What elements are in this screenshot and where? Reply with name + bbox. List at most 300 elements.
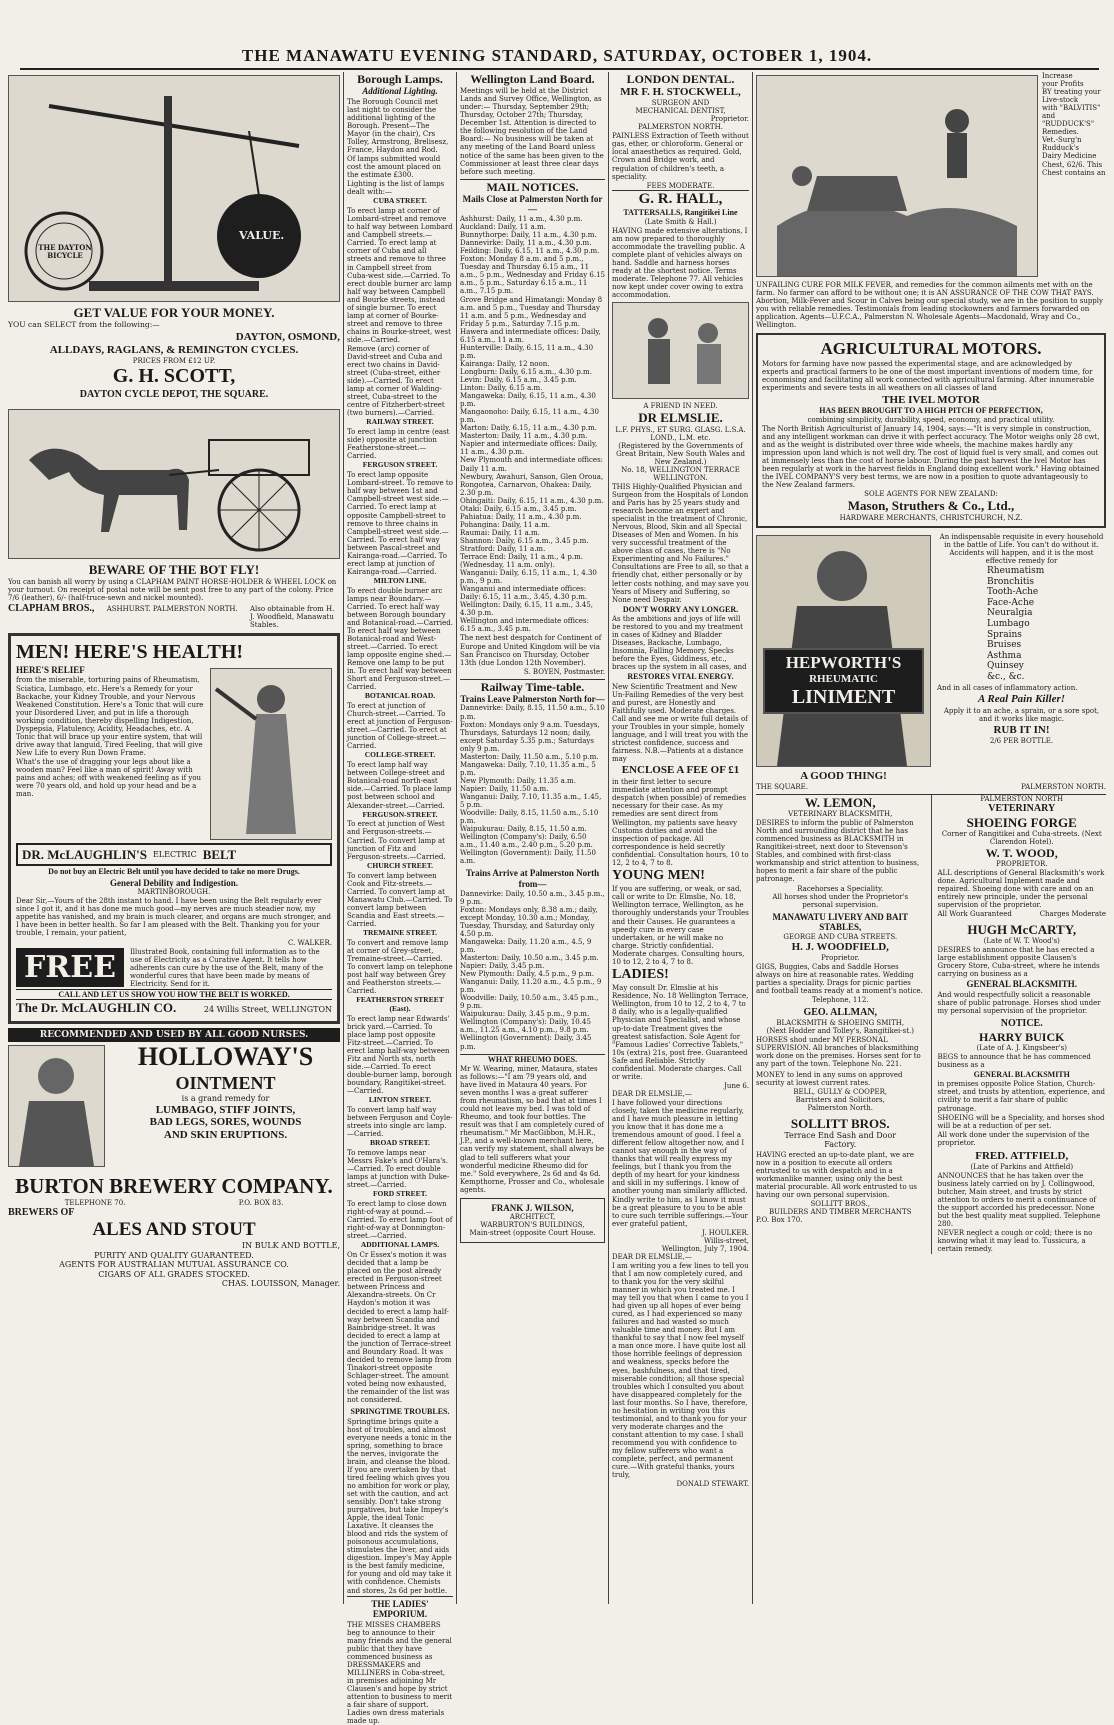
burton-ales: ALES AND STOUT (92, 1218, 256, 1240)
belt-name: DR. McLAUGHLIN'S (22, 846, 147, 862)
hall-line: TATTERSALLS, Rangitikei Line (623, 208, 738, 218)
ladies-emporium-body: THE MISSES CHAMBERS beg to announce to their many friends and the general public that they have commenced business as DRESSMAKERS and MILLINERS in Coba-street, in premises adjoining Mr Clausen's and hope by strict attention to business to merit a fair share of support. Ladies own dress materials made up. (347, 1620, 453, 1725)
railway-title: Railway Time-table. (460, 679, 605, 694)
mclaughlin-body-2: What's the use of dragging your legs about like a wooden man? Feel like a man of spirit! Away with pains and aches; off with weakened feeling as if you were 70 years old, and hold up your head and be a man. (16, 757, 202, 799)
lamp-list (347, 197, 453, 1404)
dentist-role: Proprietor. (710, 115, 749, 124)
mclaughlin-signed: C. WALKER. (288, 938, 332, 947)
mail-entry: Longburn: Daily, 6.15 a.m., 4.30 p.m. (460, 367, 592, 376)
train-leave-entry: Wellington (Government): Daily, 11.50 a.m. (460, 849, 596, 866)
holloway-advert (8, 1042, 340, 1170)
mail-entry: Feilding: Daily, 6.15, 11 a.m., 4.30 p.m. (460, 247, 600, 256)
masthead-rule (20, 68, 1099, 70)
lemon-body: DESIRES to inform the public of Palmerston North and surrounding district that he has commenced business as BLACKSMITH in Rangitikei-street, next door to Stevenson's Stables, and combined with first-class workmanship and strict attention to business, hopes to merit a fair share of the public patronage. (756, 819, 920, 884)
holloway-ailments-1: LUMBAGO, STIFF JOINTS, (155, 1103, 296, 1116)
profits-line: Dairy Medicine (1042, 152, 1097, 161)
elmslie-reg: (Registered by the Governments of Great Britain, New South Wales and New Zealand.) (616, 441, 745, 466)
lamp-street-heading: LINTON STREET. (368, 1095, 432, 1105)
land-board-body: Meetings will be held at the District Lands and Survey Office, Wellington, as under:— Thursday, September 29th; Thursday, October 27th; Thursday, December 1st. Attention is directed to the following resolution of the Land Board:— No business will be taken at any meeting of the Land Board unless notice of the same has been given to the Commissioner at least three clear days before such meeting. (460, 87, 604, 176)
buick-body-2: in premises opposite Police Station, Church-street, and trusts by attention, experience, and civility to merit a fair share of public patronage. (937, 1080, 1106, 1113)
ailment-item: Neuralgia (987, 608, 1033, 619)
wilson-addr-1: WARBURTON'S BUILDINGS, (480, 1221, 585, 1230)
restores-body: New Scientific Treatment and New Un-Failing Remedies of the very best and purest, are Honestly and Faithfully used. Moderate charges. Call and see me or write full details of your Troubles in your simple, homely language, and I will treat you with the strictest confidence, success and fairness. N.B.—Patients at a distance may (612, 682, 749, 764)
elmslie-addr: No. 18, WELLINGTON TERRACE WELLINGTON. (621, 465, 740, 482)
lamp-street-text: To erect lamp in centre (east side) opposite at junction Featherstone-street.—Carried. (347, 428, 450, 461)
borough-intro: The Borough Council met last night to consider the additional lighting of the Borough. Present—The Mayor (in the chair), Crs Tolley, Armstrong, Brelisesz, France, Haydon and Rod. (347, 97, 449, 155)
woodfield: H. J. WOODFIELD, (791, 940, 889, 953)
lamp-street-heading: TREMAINE STREET. (362, 927, 438, 937)
wood-role: PROPRIETOR. (996, 860, 1048, 869)
young-men-body: If you are suffering, or weak, or sad, call or write to Dr. Elmslie, No. 18, Wellington terrace, Wellington, as he thoroughly understands your Troubles and their Causes. He guarantees a speedy cure in every case undertaken, or he will make no charge. Strictly confidential. Moderate charges. Consulting hours, 10 to 12, 2 to 4, 7 to 8. (612, 885, 749, 966)
letter-signed: J. HOULKER. (702, 1228, 749, 1237)
call-line: CALL AND LET US SHOW YOU HOW THE BELT IS WORKED. (16, 989, 332, 1000)
train-arrive-entry: Waipukurau: Daily, 3.45 p.m., 9 p.m. (460, 1010, 590, 1019)
lamp-street-text: To erect at junction of West and Ferguson-streets.—Carried. To convert lamp at junction of Fitz and Ferguson-streets.—Carried. (347, 820, 446, 861)
wilson-title: ARCHITECT, (509, 1213, 556, 1222)
ailment-item: Quinsey (987, 661, 1024, 672)
restores: RESTORES VITAL ENERGY. (627, 672, 734, 682)
sollitt-sub: Terrace End Sash and Door (784, 1130, 897, 1140)
train-arrive-entry: Dannevirke: Daily, 10.50 a.m., 3.45 p.m., 9 p.m. (460, 889, 605, 906)
clapham-name: CLAPHAM BROS., (8, 603, 95, 615)
mail-entry: Kairanga: Daily, 12 noon. (460, 359, 550, 368)
lamp-street-text: To erect lamp to close down right-of-way at pound.—Carried. To erect lamp foot of right-of-way at Donnington-street.—Carried. (347, 1200, 453, 1241)
scales-icon (9, 76, 339, 301)
letter-2-signed: DONALD STEWART. (676, 1480, 749, 1489)
lemon-name: W. LEMON, (804, 794, 876, 810)
ivel-sub: HAS BEEN BROUGHT TO A HIGH PITCH OF PERFECTION, (819, 406, 1043, 416)
column-1 (8, 72, 340, 1604)
buick-name: HARRY BUICK (979, 1029, 1065, 1044)
dental-body: PAINLESS Extraction of Teeth without gas, ether, or chloroform. General or local anaesthetics as required. Gold, Crown and Bridge work, and regulation of children's teeth, a speciality. (612, 132, 749, 181)
value-label: VALUE. (239, 229, 285, 242)
motors-title: AGRICULTURAL MOTORS. (820, 339, 1042, 359)
train-arrive-entry: Wellington (Government): Daily, 3.45 p.m. (460, 1034, 592, 1051)
lamp-street-text: To erect double burner arc lamps near Boundary.—Carried. To erect half way between Borough boundary and Botanical-road.—Carried. To erect half way between Botanical-road and West-street.—Carried. To erect lamp opposite engine shed.—Remove one lamp to be put in. To erect half way between Short and Ferguson-street.—Carried. (347, 586, 453, 692)
belt-banner (16, 843, 332, 866)
borough-lamps-subtitle: Additional Lighting. (362, 86, 438, 97)
belt-word: BELT (202, 846, 237, 862)
doctor-patient-icon (613, 303, 748, 398)
mail-entry: Ohingaiti: Daily, 6.15, 11 a.m., 4.30 p.m. (460, 496, 604, 505)
train-arrive-entry: Napier: Daily, 3.45 p.m. (460, 962, 545, 971)
letter-2-salute: DEAR DR ELMSLIE,— (612, 1252, 692, 1261)
allman-title: BLACKSMITH & SHOEING SMITH, (776, 1018, 905, 1027)
rheumo-title: WHAT RHEUMO DOES. (460, 1054, 605, 1064)
lamp-street-text: Remove (arc) corner of David-street and Cuba and erect two chains in David-street (Cuba-street, either side).—Carried. To erect lamp at corner of Walding-street, Cuba-street to the centre of Fitzherbert-street (two burners).—Carried. (347, 344, 445, 418)
mason-sub: HARDWARE MERCHANTS, CHRISTCHURCH, N.Z. (839, 513, 1023, 522)
dayton-intro: YOU can SELECT from the following:— (8, 320, 160, 330)
mail-entry: Marton: Daily, 6.15, 11 a.m., 4.30 p.m. (460, 424, 597, 433)
shoeing-vet: VETERINARY (988, 802, 1056, 814)
attfield-end: NEVER neglect a cough or cold; there is no knowing what it may lead to. Tussicura, a certain remedy. (937, 1229, 1093, 1254)
lamp-street-text: To erect lamp opposite Lombard-street. To remove to half way between 1st and Campbell-street west side.—Carried. To erect lamp at opposite Campbell-street to remove to three chains in Campbell-street west side.—Carried. To erect half way between Pascal-street and Kairanga-road.—Carried. To erect lamp at junction of Kairanga-road.—Carried. (347, 471, 453, 576)
ailment-item: &c., &c. (987, 672, 1025, 683)
ailment-item: Face-Ache (987, 597, 1035, 608)
profits-line: your Profits (1042, 80, 1084, 89)
mclaughlin-company: The Dr. McLAUGHLIN CO. (16, 1000, 177, 1016)
column-divider (456, 72, 457, 1604)
train-arrive-entry: Wanganui: Daily, 11.20 a.m., 4.5 p.m., 9 p.m. (460, 978, 602, 995)
mail-entry: Linton: Daily, 6.15 a.m. (460, 384, 543, 393)
train-leave-entry: Woodville: Daily, 8.15, 11.50 a.m., 5.10 p.m. (460, 809, 599, 826)
profits-sidebar (1042, 72, 1106, 280)
mail-entry: Foxton: Monday 8 a.m. and 5 p.m., Tuesday and Thursday 6.15 a.m., 11 a.m., 5 p.m., Wednesday and Friday 6.15 a.m., 5 p.m., Saturday 6.15 a.m., 11 a.m., 7.15 p.m. (460, 255, 605, 296)
train-leave-entry: Wellington (Company's): Daily, 6.50 a.m., 11.40 a.m., 2.40 p.m., 5.20 p.m. (460, 833, 593, 850)
burton-bulk: IN BULK AND BOTTLE, (242, 1241, 340, 1251)
lamp-street-heading: COLLEGE-STREET. (364, 750, 436, 760)
mail-entry: Shannon: Daily, 6.15 a.m., 3.45 p.m. (460, 536, 589, 545)
ladies-body: May consult Dr. Elmslie at his Residence, No. 18 Wellington Terrace, Wellington, from 10 to 12, 2 to 4, 7 to 8 daily, who is a legally-qualified Physician and Specialist, and whose up-to-date Treatment gives the greatest satisfaction. Sole Agent for "Famous Ladies' Corrective Tablets," 10s (extra) 21s, post free. Guaranteed Safe and Reliable. Strictly confidential. Moderate charges. Call or write. (612, 984, 749, 1081)
mccarty-body: DESIRES to announce that he has erected a large establishment opposite Clausen's Grocery Store, Cuba-street, where he intends carrying on business as a (937, 945, 1100, 979)
mail-entry: Wanganui: Daily, 6.15, 11 a.m., 1, 4.30 p.m., 9 p.m. (460, 569, 597, 586)
profits-line: Live-stock (1042, 96, 1079, 105)
mail-notices-title: MAIL NOTICES. (460, 179, 605, 194)
mails-close-heading: Mails Close at Palmerston North for— (462, 193, 603, 215)
mail-entry: Ashhurst: Daily, 11 a.m., 4.30 p.m. (460, 215, 583, 224)
land-board-title: Wellington Land Board. (470, 72, 595, 86)
burton-purity: PURITY AND QUALITY GUARANTEED. (94, 1250, 254, 1260)
notice: NOTICE. (1000, 1017, 1043, 1029)
train-arrive-entry: Foxton: Mondays only, 8.38 a.m.; daily, except Monday, 10.30 a.m.; Monday, Tuesday, Thursday, and Saturday only 4.50 p.m. (460, 905, 598, 938)
figure-icon (211, 669, 331, 839)
borough-para-2: Of lamps submitted would cost the amount placed on the estimate £300. (347, 155, 441, 180)
borough-lamps-title: Borough Lamps. (357, 72, 443, 86)
clapham-addr: ASHHURST. PALMERSTON NORTH. (106, 605, 238, 614)
elmslie-name: DR ELMSLIE. (638, 410, 723, 426)
dont-worry: DON'T WORRY ANY LONGER. (622, 604, 739, 614)
train-arrive-entry: Mangaweka: Daily, 11.20 a.m., 4.5, 9 p.m. (460, 937, 592, 954)
ivel-sub-2: combining simplicity, durability, speed, economy, and practical utility. (807, 415, 1055, 424)
hall-body: HAVING made extensive alterations, I am now prepared to thoroughly accommodate the travelling public. A complete plant of vehicles always on hand. Saddle and harness horses ready at the shortest notice. Terms moderate. Telephone 77. All vehicles now kept under cover owing to extra accommodation. (612, 226, 748, 300)
ailment-item: Asthma (987, 650, 1022, 661)
hepworth-advert (756, 532, 1106, 783)
ivel-body: The North British Agriculturist of January 14, 1904, says:—"It is very simple in construction, and any intelligent workman can drive it with perfect accuracy. The Motor weighs only 28 cwt, and as the weight is distributed over three wide wheels, the machine makes hardly any impression upon land which is not well dry. The cost of liquid fuel is very small, and comes out at immensely less than the cost of horse labour. During the past harvest the Ivel Motor has been regularly at work in the harvest fields in England doing excellent work." Having obtained the IVEL COMPANY'S very best terms, we are now in a position to quote advantageously to the New Zealand farmers. (762, 424, 1100, 490)
mail-entry: Newbury, Awahuri, Sanson, Glen Oroua, Rongotea, Carnarvon, Ohakea: Daily, 2.30 p.m. (460, 472, 604, 497)
profits-line: Increase (1042, 72, 1073, 80)
shoeing-town: PALMERSTON NORTH (980, 794, 1064, 803)
profits-line: Vet.-Surg'n (1042, 136, 1082, 145)
springtime-body: Springtime brings quite a host of troubles, and almost everyone needs a tonic in the spring, something to brace the nerves, invigorate the brain, and cleanse the blood. If you are overtaken by that tired feeling which gives you no ambition for work or play, set with the caution, and act sensibly. Don't take strong purgatives, but take Impey's Apple, the ideal Tonic Laxative. It cleanses the blood and rids the system of poisonous accumulations, stimulates the liver, and aids digestion. Impey's May Apple is the best family medicine, for young and old may take it with confidence. Chemists and stores, 2s 6d per bottle. (347, 1417, 452, 1595)
milk-fever-body: UNFAILING CURE FOR MILK FEVER, and remedies for the common ailments met with on the farm. No farmer can afford to be without one; it is AN ASSURANCE OF THE COW THAT PAYS. Abortion, Milk-Fever and Scour in Calves being our special study, we are in the position to supply you with reliable remedies. Testimonials from leading stockowners and farmers forwarded on application. Agents—U.F.C.A., Palmerston N. Wholesale Agents—Macdonald, Wray and Co., Wellington. (756, 281, 1103, 330)
dentist-title-1: SURGEON AND (651, 99, 710, 108)
mccarty-trade: GENERAL BLACKSMITH. (966, 979, 1078, 990)
inflammatory: And in all cases of inflammatory action. (937, 683, 1078, 692)
column-3 (460, 72, 605, 1604)
hall-late: (Late Smith & Hall.) (644, 217, 717, 226)
mail-footer: The next best despatch for Continent of Europe and United Kingdom will be via San Francisco on Thursday, October 13th (due London 12th November). (460, 634, 602, 667)
lamp-street-heading: FERGUSON STREET. (362, 460, 438, 470)
rheumo-body: Mr W. Wearing, miner, Mataura, states as follows:—"I am 79 years old, and have lived in Mataura 40 years. For seven months I was a great sufferer from rheumatism, so bad that at times I could not leave my bed. I was told of Rheumo, and took four bottles. The result was that I am completely cured of rheumatism." Mr MacGibbon, M.H.R., J.P., and a well-known merchant here, can verify my statement, shall always be glad to tell sufferers what your wonderful medicine Rheumo did for me." Sold everywhere, 2s 6d and 4s 6d. Kempthorne, Prosser and Co., wholesale agents. (460, 1065, 605, 1194)
wood-guaranteed: All Work Guaranteed (937, 910, 1012, 919)
lamp-street-heading: BROAD STREET. (370, 1138, 430, 1148)
buick-note: All work done under the supervision of the proprietor. (937, 1130, 1090, 1147)
holloway-remedy: is a grand remedy for (181, 1094, 270, 1104)
clapham-body: You can banish all worry by using a CLAPHAM PAINT HORSE-HOLDER & WHEEL LOCK on your turnout. On receipt of postal note will be sent post free to any part of the colony. Price 7/6 (leather), 6/- (half-truce-sewn and nickel mounted). (8, 577, 337, 603)
burton-box: P.O. BOX 83. (238, 1198, 284, 1207)
mail-entry: Masterton: Daily, 11 a.m., 4.30 p.m. (460, 432, 588, 441)
lamp-street-text: To remove lamps near Messrs Fake's and O'Hara's.—Carried. To erect double lamps at junction with Duke-street.—Carried. (347, 1149, 450, 1190)
burton-brewers: BREWERS OF (8, 1206, 75, 1218)
newspaper-title: THE MANAWATU EVENING STANDARD, SATURDAY, OCTOBER 1, 1904. (241, 46, 873, 65)
lemon-speciality: Racehorses a Speciality. (797, 884, 884, 893)
money-firm: BELL, GULLY & COOPER, (793, 1088, 888, 1097)
mail-entry: Levin: Daily, 6.15 a.m., 3.45 p.m. (460, 375, 577, 384)
sollitt-sub-2: Factory. (824, 1140, 857, 1150)
lamp-street-text: To erect at junction of Church-street.—Carried. To erect at junction of Ferguson-street.—Carried. To erect at junction of College-street.—Carried. (347, 702, 453, 751)
train-leave-entry: Foxton: Mondays only 9 a.m. Tuesdays, Thursdays, Saturdays 12 noon; daily, except Saturday 5.35 p.m.; Saturdays only 9 p.m. (460, 720, 600, 753)
mail-entry: Hunterville: Daily, 6.15, 11 a.m., 4.30 p.m. (460, 343, 594, 360)
debility-place: MARTINBOROUGH. (137, 888, 211, 897)
letter-body: I have followed your directions closely, taken the medicine regularly, and I have much pleasure in letting you know that it has done me a tremendous amount of good. I feel a different fellow altogether now, and I cannot say enough in the way of thanks that will really express my feelings, but I thank you from the depth of my heart for your kindness and skill in my sufferings. I know of another young man similarly afflicted. Kindly write to him, as I know it must be a great pleasure to you to be able to cure such terrible sufferings.—Your ever grateful patient, (612, 1098, 748, 1228)
mail-entry: Raumai: Daily, 11 a.m. (460, 528, 540, 537)
lamp-street-text: To erect lamp at corner of Lombard-street and remove to half way between Lombard and Campbell streets.—Carried. To erect lamp at corner of Cuba and all streets and remove to three in Campbell street from Cuba-west side.—Carried. To erect double burner arc lamp half way between Campbell and Bourke streets, instead of single burner. To erect lamp at corner of Bourke-street and remove to three chains in Bourke-street, west side.—Carried. (347, 207, 453, 344)
column-4 (612, 72, 749, 1604)
rub-it-in: RUB IT IN! (993, 723, 1050, 736)
buick-trade: GENERAL BLACKSMITH (973, 1069, 1070, 1079)
column-2 (347, 72, 453, 1725)
mail-entry: Wellington: Daily, 6.15, 11 a.m., 3.45, 4.30 p.m. (460, 601, 594, 618)
letter-2-place: Willis-street, (703, 1236, 749, 1245)
mclaughlin-body: from the miserable, torturing pains of Rheumatism, Sciatica, Lumbago, etc. Here's a Remedy for your Backache, your Kidney Trouble, and your Nervous Weakened Constitution. Here's a Tonic that will cure your Disordered Liver, and put in life a thorough working condition, thereby dispelling Indigestion, Dyspepsia, Flatulency, Acidity, Headaches, etc. A Tonic that will brace up your entire system, that will drive away that languid, Tired Feeling, that will give New Life to every Run Down Frame. (16, 676, 204, 757)
friend-in-need-illustration (612, 302, 749, 399)
train-leave-entry: Mangaweka: Daily, 7.10, 11.35 a.m., 5 p.m. (460, 760, 596, 777)
mail-entry: Otaki: Daily, 6.15 a.m., 3.45 p.m. (460, 504, 577, 513)
mail-entry: Mangaonoho: Daily, 6.15, 11 a.m., 4.30 p.m. (460, 408, 599, 425)
burton-name: BURTON BREWERY COMPANY. (15, 1174, 333, 1199)
wilson-name: FRANK J. WILSON, (491, 1202, 574, 1213)
profits-line: and "RUDDUCK'S" (1042, 112, 1095, 129)
letter-2-body: I am writing you a few lines to tell you that I am now completely cured, and to thank you for the very skilful manner in which you treated me. I may tell you that when I came to you I had given up all hopes of ever being cured, as I had experienced so many failures and had wasted so much valuable time and money. But I am thankful to say that I now feel myself a man once more. I have quite lost all those horrible feelings of depression and weakness, specks before the eyes, bashfulness, and that tired, miserable condition; all those special troubles which I consulted you about have disappeared completely for the last four months. So I have, therefore, no hesitation in writing you this testimonial, and to thank you for your very moderate charges and the constant attention to my case. I shall recommend you with confidence to my fellow sufferers who want a complete, perfect, and permanent cure.—With grateful thanks, yours truly, (612, 1261, 749, 1480)
nurse-illustration (8, 1045, 105, 1167)
ailment-list (937, 566, 1106, 683)
train-leave-entry: Waipukurau: Daily, 8.15, 11.50 a.m. (460, 825, 587, 834)
train-arrive-entry: New Plymouth: Daily, 4.5 p.m., 9 p.m. (460, 970, 595, 979)
clapham-also: Also obtainable from H. J. Woodfield, Manawatu Stables. (250, 605, 335, 630)
burton-manager: CHAS. LOUISSON, Manager. (221, 1278, 340, 1288)
trains-leave-heading: Trains Leave Palmerston North for— (460, 693, 605, 704)
lamp-street-heading: CHURCH STREET. (366, 860, 434, 870)
profits-line: Chest contains an (1042, 168, 1106, 177)
money-body: MONEY to lend in any sums on approved security at lowest current rates. (756, 1071, 903, 1088)
burton-phone: TELEPHONE 70. (64, 1198, 126, 1207)
lamp-street-heading: CUBA STREET. (373, 196, 427, 206)
mccarty-name: HUGH McCARTY, (967, 921, 1077, 937)
wood-charges: Charges Moderate (1039, 910, 1106, 919)
mclaughlin-relief: HERE'S RELIEF (16, 664, 85, 675)
allman-sub: (Next Hodder and Tolley's, Rangitikei-st.) (766, 1027, 914, 1036)
mail-list (460, 215, 605, 633)
attfield-body: ANNOUNCES that he has taken over the business lately carried on by J. Collingwood, butcher, Main street, and trusts by strict attention to orders to merit a continuance of the support accorded his predecessor. None but the best quality meat supplied. Telephone 280. (937, 1171, 1101, 1229)
hall-name: G. R. HALL, (612, 190, 749, 209)
dental-title: LONDON DENTAL. (626, 72, 735, 86)
train-leave-entry: Dannevirke: Daily, 8.15, 11.50 a.m., 5.10 p.m. (460, 704, 605, 721)
lamp-street-text: To convert and remove lamp at corner of Grey-street, Tremaine-street.—Carried. To convert lamp on telephone post half way between Grey and Featherston streets.—Carried. (347, 938, 453, 995)
ailment-item: Tooth-Ache (987, 587, 1039, 598)
mail-entry: Stratford: Daily, 11 a.m. (460, 544, 546, 553)
mccarty-body-2: And would respectfully solicit a reasonable share of public patronage. Horses shod under my personal supervision of the proprietor. (937, 990, 1101, 1015)
mail-entry: Auckland: Daily, 11 a.m. (460, 223, 546, 232)
mclaughlin-company-addr: 24 Willis Street, WELLINGTON (203, 1005, 332, 1015)
pain-killer: A Real Pain Killer! (977, 692, 1066, 705)
mail-entry: Napier and intermediate offices: Daily, 11 a.m., 4.30 p.m. (460, 440, 598, 457)
trains-leave-list (460, 704, 605, 865)
mail-entry: New Plymouth and intermediate offices: Daily 11 a.m. (460, 456, 604, 473)
stables-title: MANAWATU LIVERY AND BAIT STABLES, (772, 911, 908, 933)
train-leave-entry: Napier: Daily, 11.50 a.m. (460, 784, 549, 793)
holloway-recommended: RECOMMENDED AND USED BY ALL GOOD NURSES. (8, 1028, 340, 1043)
mail-entry: Terrace End: Daily, 11 a.m., 4 p.m. (Wednesday, 11 a.m. only). (460, 553, 583, 570)
lamp-street-heading: MILTON LINE. (373, 575, 427, 585)
buick-body: BEGS to announce that he has commenced business as a (937, 1052, 1091, 1069)
mccarty-late: (Late of W. T. Wood's) (983, 936, 1060, 945)
mail-entry: Bunnythorpe: Daily, 11 a.m., 4.30 p.m. (460, 231, 597, 240)
mail-entry: Wellington and intermediate offices: 6.15 a.m., 3.45 p.m. (460, 617, 589, 634)
trains-arrive-heading: Trains Arrive at Palmerston North from— (465, 868, 600, 890)
springtime-title: SPRINGTIME TROUBLES. (350, 1407, 450, 1417)
enclose: ENCLOSE A FEE OF £1 (621, 764, 740, 777)
train-arrive-entry: Masterton: Daily, 10.50 a.m., 3.45 p.m. (460, 954, 599, 963)
lamp-street-text: To erect lamp near Edwards' brick yard.—Carried. To place lamp post opposite Fitz-street.—Carried. To erect lamp half-way between Fitz and North sts, north side.—Carried. To erect double-burner lamp, borough boundary, Rangitikei-street.—Carried. (347, 1014, 452, 1096)
train-leave-entry: New Plymouth: Daily, 11.35 a.m. (460, 776, 576, 785)
train-leave-entry: Masterton: Daily, 11.50 a.m., 5.10 p.m. (460, 752, 599, 761)
belt-electric: ELECTRIC (152, 849, 197, 859)
wood-name: W. T. WOOD, (985, 846, 1058, 861)
stables-phone: Telephone, 112. (811, 996, 869, 1005)
stables-body: GIGS, Buggies, Cabs and Saddle Horses always on hire at reasonable rates. Wedding parties a speciality. Drags for picnic parties and football teams ready at a moment's notice. (756, 962, 923, 996)
dental-fees: FEES MODERATE. (646, 181, 715, 190)
ailment-item: Bronchitis (987, 576, 1034, 587)
burton-cigars: CIGARS OF ALL GRADES STOCKED. (98, 1269, 250, 1279)
woman-figure-illustration (210, 668, 332, 840)
profits-line: Rudduck's (1042, 144, 1079, 153)
square: THE SQUARE. (756, 782, 808, 791)
attfield-late: (Late of Parkins and Attfield) (970, 1162, 1074, 1171)
holloway-name: HOLLOWAY'S (137, 1042, 314, 1072)
debility-heading: General Debility and Indigestion. (109, 877, 238, 888)
ailment-item: Rheumatism (987, 565, 1045, 576)
holloway-ointment: OINTMENT (175, 1072, 276, 1093)
wilson-addr-2: Main-street (opposite Court House. (469, 1229, 596, 1238)
wood-body: ALL descriptions of General Blacksmith's work done. Agricultural Implement made and repaired. Shoeing done with care and on an entirely new principle, under the personal supervision of the proprietor. (937, 869, 1105, 910)
postmaster: S. BOYEN, Postmaster. (523, 667, 605, 676)
elmslie-body: THIS Highly-Qualified Physician and Surgeon from the Hospitals of London and Paris has by 25 years study and research become an expert and specialist in the treatment of Chronic, Nervous, Blood, Skin and all Special Diseases of Men and Women. In his very successful treatment of the above class of cases, there is "No Experimenting and No Failures." Consultations are Free to all, so that a friendly chat, either personally or by letter costs nothing, and may save you Years of Misery and Suffering, so None need Despair. (612, 482, 749, 604)
mail-entry: Pahiatua: Daily, 11 a.m., 4.30 p.m. (460, 512, 582, 521)
price: 2/6 PER BOTTLE. (989, 736, 1054, 745)
masthead (0, 0, 1114, 70)
dayton-address: DAYTON CYCLE DEPOT, THE SQUARE. (79, 388, 269, 400)
sollitt-title: SOLLITT BROS. (790, 1115, 890, 1131)
dayton-brands-2: ALLDAYS, RAGLANS, & REMINGTON CYCLES. (49, 344, 299, 357)
dayton-brands-1: DAYTON, OSMOND, (235, 331, 340, 344)
hepworth-banner (763, 648, 924, 715)
free-badge: FREE (16, 948, 124, 987)
holloway-ailments-3: AND SKIN ERUPTIONS. (163, 1129, 288, 1142)
holloway-ailments-2: BAD LEGS, SORES, WOUNDS (149, 1116, 302, 1129)
young-men: YOUNG MEN! (612, 867, 705, 883)
lamp-street-heading: BOTANICAL ROAD. (364, 691, 436, 701)
train-arrive-entry: Woodville: Daily, 10.50 a.m., 3.45 p.m., 9 p.m. (460, 994, 599, 1011)
money-role: Barristers and Solicitors, (795, 1096, 885, 1105)
free-body: Illustrated Book, containing full information as to the use of Electricity as a Curative Agent. It tells how adherents can cure by the use of the Belt, many of the wonderful cures that have been made by means of Electricity. Send for it. (129, 947, 324, 988)
lemon-title: VETERINARY BLACKSMITH, (788, 810, 893, 819)
sole-agents: SOLE AGENTS FOR NEW ZEALAND: (864, 490, 998, 499)
ladies: LADIES! (612, 966, 669, 982)
ladies-emporium-title: THE LADIES' EMPORIUM. (347, 1596, 453, 1620)
sollitt-sign: SOLLITT BROS., (810, 1199, 870, 1208)
dayton-headline: GET VALUE FOR YOUR MONEY. (73, 305, 275, 320)
mail-entry: Hawera and intermediate offices: Daily, 6.15 a.m., 11 a.m. (460, 327, 601, 344)
mason-struthers: Mason, Struthers & Co., Ltd., (847, 498, 1015, 514)
profits-line: with "BALVITIS" (1042, 104, 1101, 113)
ivel-title: THE IVEL MOTOR (882, 393, 980, 406)
elmslie-quals: L.F. PHYS., ET SURG. GLASG. L.S.A. LOND., L.M. etc. (615, 425, 746, 442)
lamp-street-heading: RAILWAY STREET. (366, 417, 434, 427)
nurse-icon (9, 1046, 104, 1166)
lamp-street-heading: FEATHERSTON STREET (East). (356, 995, 444, 1013)
lamp-street-text: To convert lamp half way between Ferguson and Coyle-streets into single arc lamp.—Carried. (347, 1106, 453, 1139)
dentist-town: PALMERSTON NORTH. (638, 123, 723, 132)
profits-line: Remedies. (1042, 128, 1079, 137)
mclaughlin-advert (8, 633, 340, 1023)
dentist-title-2: MECHANICAL DENTIST, (635, 107, 726, 116)
shoeing-addr: Corner of Rangitikei and Cuba-streets. (Next Clarendon Hotel). (941, 829, 1102, 846)
friend-caption: A FRIEND IN NEED. (643, 402, 718, 411)
trains-arrive-list (460, 890, 605, 1051)
mail-entry: Dannevirke: Daily, 11 a.m., 4.30 p.m. (460, 239, 592, 248)
woodfield-role: Proprietor. (821, 953, 860, 962)
lamp-street-text: On Cr Essex's motion it was decided that a lamp be placed on the post already erected in Ferguson-street between Princess and Alexandra-streets. On Cr Haydon's motion it was decided to erect a lamp half-way between Scandia and Bainbridge-street. It was decided to erect a lamp at the junction of Terrace-street and Boundary Road. It was decided to remove lamp from Tinakori-street opposite Schlager-street. The amount voted being now exhausted, the remainder of the list was not considered. (347, 1251, 452, 1405)
stables-streets: GEORGE AND CUBA STREETS. (783, 932, 898, 941)
dayton-prices: PRICES FROM £12 UP. (132, 357, 216, 366)
mclaughlin-headline: MEN! HERE'S HEALTH! (16, 641, 244, 664)
buick-late: (Late of A. J. Kingsbeer's) (976, 1043, 1067, 1052)
mail-entry: Grove Bridge and Himatangi: Monday 8 a.m. and 5 p.m., Tuesday and Thursday 11 a.m. and 5 p.m., Wednesday and Friday 5 p.m., Saturday 7.15 p.m. (460, 295, 603, 328)
column-5 (756, 72, 1106, 1604)
mclaughlin-testimonial: Dear Sir,—Yours of the 28th instant to hand. I have been using the Belt regularly ever since I got it, and it has done me much good—my nerves are much steadier now, my appetite has vanished, and my brain is much clearer, and organs are much stronger, and I have been in better health. So far I am pleased with the Belt. Thanking you for your trouble, I remain, your patient, (16, 897, 331, 938)
dentist-name: MR F. H. STOCKWELL, (620, 86, 741, 99)
sollitt-box: P.O. Box 170. (756, 1216, 803, 1225)
hepworth-2: RHEUMATIC (809, 672, 878, 685)
hepworth-illustration (756, 535, 931, 767)
column-divider (343, 72, 344, 1604)
dayton-name: G. H. SCOTT, (112, 365, 236, 388)
lamp-street-text: To convert lamp between Cook and Fitz-streets.—Carried. To convert lamp at Manawatu Club.—Carried. To convert lamp between Scandia and East streets.—Carried. (347, 871, 453, 928)
lamp-street-heading: FORD STREET. (372, 1189, 428, 1199)
ailment-item: Lumbago (987, 619, 1030, 629)
letter-2-date: Wellington, July 7, 1904. (661, 1244, 749, 1253)
hepworth-intro: An indispensable requisite in every household in the battle of Life. You can't do without it. Accidents will happen, and it is the most effective remedy for (939, 532, 1104, 565)
lamp-street-heading: ADDITIONAL LAMPS. (360, 1240, 440, 1250)
hepworth-3: LINIMENT (791, 685, 896, 708)
hepworth-1: HEPWORTH'S (785, 652, 902, 672)
train-arrive-entry: Wellington (Company's): Daily, 10.45 a.m., 11.25 a.m., 4.10 p.m., 9.8 p.m. (460, 1018, 591, 1035)
dayton-badge: THE DAYTON BICYCLE (38, 243, 92, 261)
mail-entry: Wanganui and intermediate offices: Daily: 6.15, 11 a.m., 3.45, 4.30 p.m. (460, 585, 588, 602)
profits-line: Chest, 62/6. This (1042, 160, 1103, 169)
town: PALMERSTON NORTH. (1021, 782, 1106, 791)
good-thing: A GOOD THING! (800, 769, 887, 782)
horse-icon (9, 410, 339, 558)
drugs-line: Do not buy an Electric Belt until you have decided to take no more Drugs. (48, 867, 300, 877)
money-town: Palmerston North. (807, 1104, 874, 1113)
attfield-name: FRED. ATTFIELD, (975, 1149, 1069, 1162)
farmer-cow-icon (757, 76, 1035, 276)
enclose-body: in their first letter to secure immediate attention and prompt despatch (when possible) of remedies necessary for their case. As my remedies are sent direct from Wellington, my patients save heavy Customs duties and avoid the inspection of package. All correspondence is held secretly confidential. Consultation hours, 10 to 12, 2 to 4, 7 to 8. (612, 778, 749, 867)
burton-agents: AGENTS FOR AUSTRALIAN MUTUAL ASSURANCE CO. (59, 1260, 289, 1270)
borough-para-3: Lighting is the list of lamps dealt with:— (347, 180, 445, 197)
letter-date: June 6. (724, 1081, 749, 1090)
